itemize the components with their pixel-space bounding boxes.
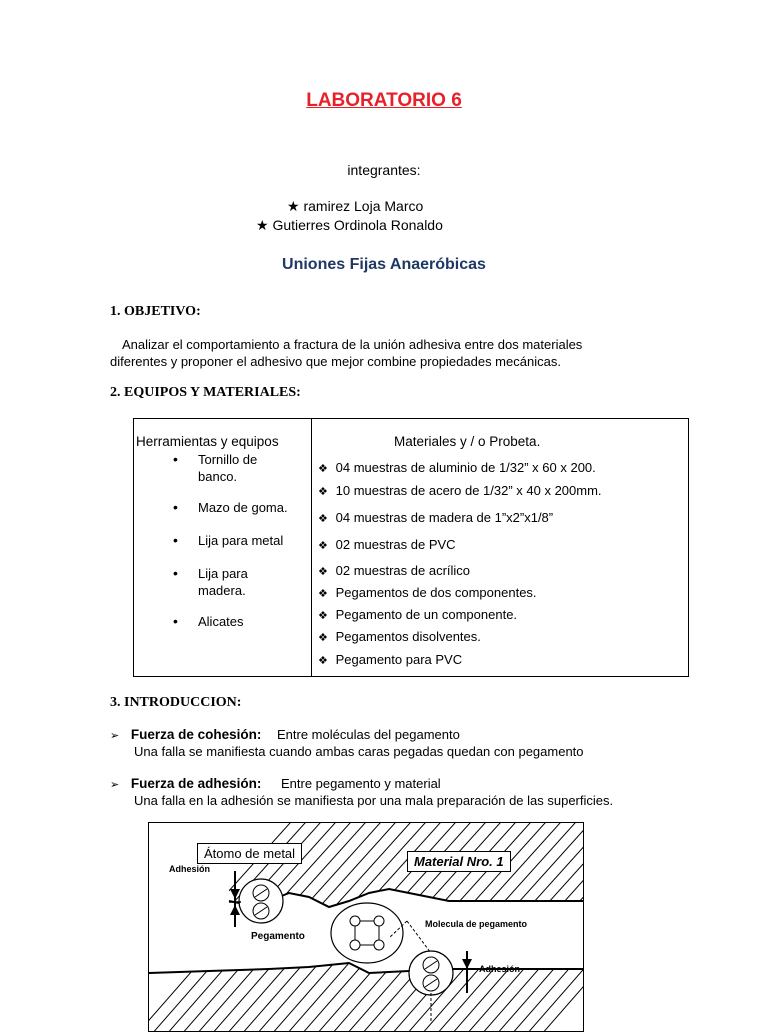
intro-desc: Entre pegamento y material — [281, 776, 441, 791]
adhesion-diagram — [148, 822, 584, 1032]
table-header: Herramientas y equipos — [136, 434, 279, 449]
diamond-bullet-icon: ❖ — [318, 566, 328, 578]
member-item — [256, 217, 443, 234]
section-heading: 2. EQUIPOS Y MATERIALES: — [110, 385, 301, 400]
diamond-bullet-icon: ❖ — [318, 486, 328, 498]
page-title: LABORATORIO 6 — [306, 90, 462, 111]
member-name: Gutierres Ordinola Ronaldo — [272, 217, 443, 233]
molecule-label: Molecula de pegamento — [425, 919, 528, 929]
diamond-bullet-icon: ❖ — [318, 513, 328, 525]
bullet-icon: • — [173, 565, 178, 581]
objective-text-line: Analizar el comportamiento a fractura de la unión adhesiva entre dos materiales — [122, 337, 583, 352]
material-item: ❖ Pegamento de un componente. — [318, 607, 518, 622]
material-item: ❖ Pegamentos de dos componentes. — [318, 585, 537, 600]
section-heading: 3. INTRODUCCION: — [110, 695, 242, 710]
table-divider — [311, 418, 312, 677]
diamond-bullet-icon: ❖ — [318, 655, 328, 667]
intro-desc: Entre moléculas del pegamento — [277, 727, 460, 742]
star-icon: ★ — [287, 198, 300, 214]
bullet-icon: • — [173, 499, 178, 515]
tool-item: Tornillo de banco. — [198, 452, 258, 484]
material-item: ❖ 02 muestras de PVC — [318, 537, 456, 552]
star-icon: ★ — [256, 217, 269, 233]
intro-term: Fuerza de adhesión: — [130, 776, 262, 791]
tool-item: Lija para madera. — [198, 566, 248, 598]
material-item: ❖ Pegamentos disolventes. — [318, 629, 481, 644]
tool-item: Mazo de goma. — [198, 500, 288, 515]
pointer-icon: ➢ — [110, 779, 120, 791]
material-item: ❖ Pegamento para PVC — [318, 652, 463, 667]
material-item: ❖ 02 muestras de acrílico — [318, 563, 471, 578]
adhesion-label-left: Adhesión — [169, 864, 211, 874]
tool-item: Lija para metal — [198, 533, 284, 548]
diamond-bullet-icon: ❖ — [318, 632, 328, 644]
material-item: ❖ 10 muestras de acero de 1/32” x 40 x 200mm. — [318, 483, 602, 498]
pegamento-label: Pegamento — [251, 931, 305, 942]
member-name: ramirez Loja Marco — [303, 198, 424, 214]
material-label: Material Nro. 1 — [407, 851, 511, 872]
integrantes-label: integrantes: — [347, 162, 421, 178]
bullet-icon: • — [173, 451, 178, 467]
diamond-bullet-icon: ❖ — [318, 610, 328, 622]
document-subtitle: Uniones Fijas Anaeróbicas — [282, 256, 486, 273]
bullet-icon: • — [173, 532, 178, 548]
bullet-icon: • — [173, 613, 178, 629]
tool-item: Alicates — [198, 614, 244, 629]
objective-text-line: diferentes y proponer el adhesivo que mejor combine propiedades mecánicas. — [110, 354, 561, 369]
intro-detail: Una falla en la adhesión se manifiesta por una mala preparación de las superficies. — [134, 793, 614, 808]
material-item: ❖ 04 muestras de aluminio de 1/32” x 60 x 200. — [318, 460, 596, 475]
diamond-bullet-icon: ❖ — [318, 463, 328, 475]
intro-detail: Una falla se manifiesta cuando ambas caras pegadas quedan con pegamento — [134, 744, 584, 759]
diamond-bullet-icon: ❖ — [318, 540, 328, 552]
atom-label: Átomo de metal — [197, 843, 302, 864]
pointer-icon: ➢ — [110, 730, 120, 742]
member-item — [287, 198, 423, 215]
diamond-bullet-icon: ❖ — [318, 588, 328, 600]
section-heading: 1. OBJETIVO: — [110, 304, 201, 319]
adhesion-label-right: Adhesión — [479, 964, 521, 974]
material-item: ❖ 04 muestras de madera de 1”x2”x1/8” — [318, 510, 554, 525]
table-header: Materiales y / o Probeta. — [394, 434, 541, 449]
intro-term: Fuerza de cohesión: — [130, 727, 262, 742]
